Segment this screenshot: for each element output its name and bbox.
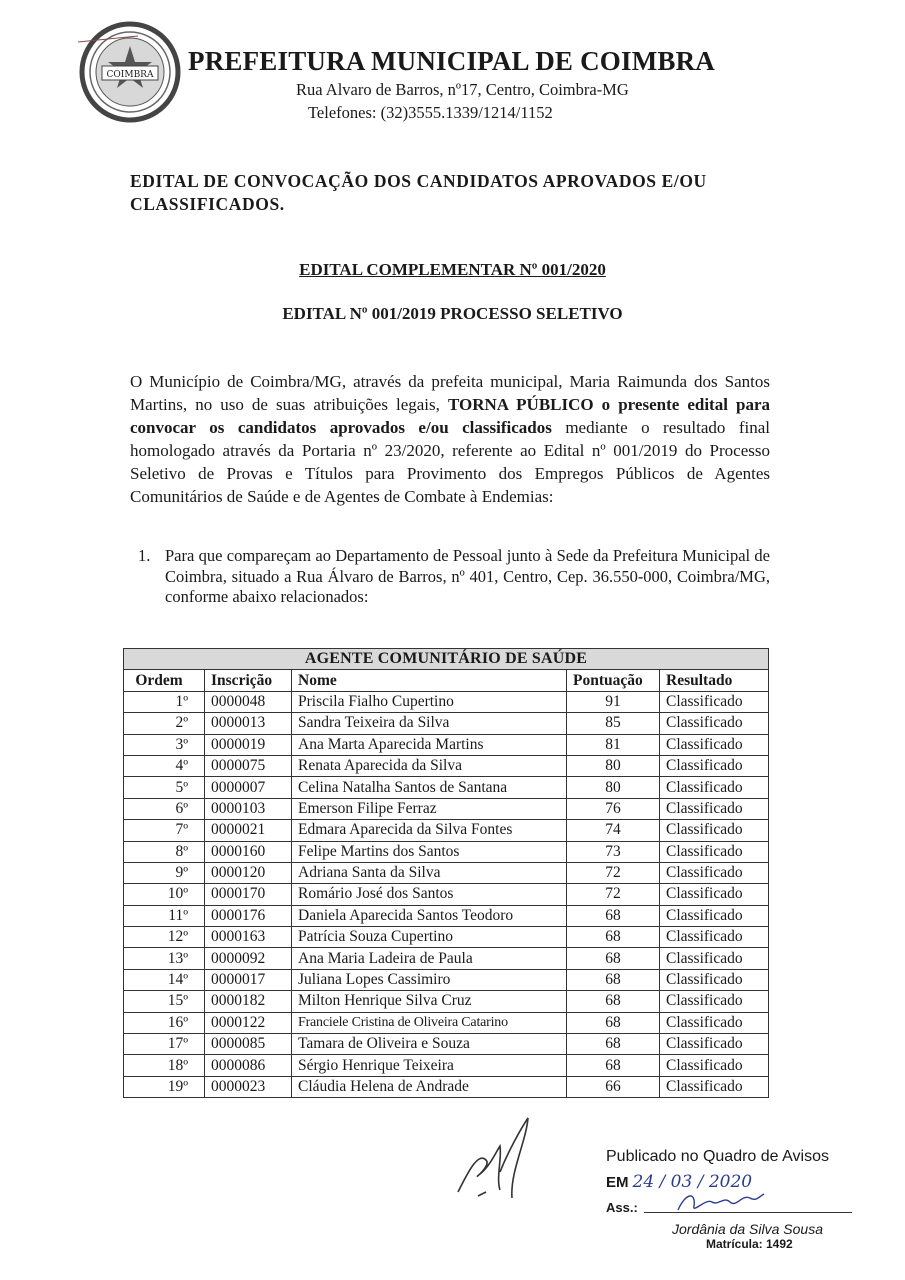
cell-name: Renata Aparecida da Silva: [292, 755, 567, 776]
notice-title: EDITAL DE CONVOCAÇÃO DOS CANDIDATOS APROVADOS E/OU CLASSIFICADOS.: [130, 171, 707, 214]
table-row: [124, 862, 769, 883]
cell-order: 5º: [124, 777, 205, 798]
cell-score: 68: [567, 991, 660, 1012]
cell-registration: 0000103: [205, 798, 292, 819]
cell-score: 68: [567, 927, 660, 948]
table-row: [124, 948, 769, 969]
cell-name: Franciele Cristina de Oliveira Catarino: [292, 1012, 567, 1033]
cell-registration: 0000122: [205, 1012, 292, 1033]
column-header-result: Resultado: [660, 670, 769, 691]
cell-order: 11º: [124, 905, 205, 926]
table-row: [124, 734, 769, 755]
organization-phones: Telefones: (32)3555.1339/1214/1152: [308, 103, 553, 122]
cell-result: Classificado: [660, 755, 769, 776]
cell-name: Priscila Fialho Cupertino: [292, 691, 567, 712]
cell-name: Milton Henrique Silva Cruz: [292, 991, 567, 1012]
cell-result: Classificado: [660, 713, 769, 734]
cell-registration: 0000086: [205, 1055, 292, 1076]
cell-registration: 0000176: [205, 905, 292, 926]
table-row: [124, 1055, 769, 1076]
cell-score: 72: [567, 862, 660, 883]
cell-registration: 0000085: [205, 1034, 292, 1055]
table-row: [124, 927, 769, 948]
handwritten-signature: [450, 1112, 540, 1207]
cell-registration: 0000160: [205, 841, 292, 862]
selection-process-title: EDITAL Nº 001/2019 PROCESSO SELETIVO: [282, 304, 623, 323]
cell-score: 76: [567, 798, 660, 819]
cell-result: Classificado: [660, 841, 769, 862]
stamp-signer-name: Jordânia da Silva Sousa: [672, 1221, 823, 1237]
cell-name: Sérgio Henrique Teixeira: [292, 1055, 567, 1076]
table-header-row: [124, 670, 769, 691]
table-row: [124, 777, 769, 798]
cell-score: 73: [567, 841, 660, 862]
intro-text-bold: TORNA PÚBLICO o presente edital para convocar os candidatos aprovados e/ou classificados: [130, 395, 770, 437]
cell-registration: 0000048: [205, 691, 292, 712]
cell-score: 85: [567, 713, 660, 734]
cell-name: Celina Natalha Santos de Santana: [292, 777, 567, 798]
column-header-name: Nome: [292, 670, 567, 691]
cell-name: Juliana Lopes Cassimiro: [292, 969, 567, 990]
cell-order: 10º: [124, 884, 205, 905]
cell-result: Classificado: [660, 1034, 769, 1055]
cell-name: Daniela Aparecida Santos Teodoro: [292, 905, 567, 926]
table-row: [124, 691, 769, 712]
cell-result: Classificado: [660, 991, 769, 1012]
intro-text-start: O Município de Coimbra/MG, através da prefeita municipal, Maria Raimunda dos Santos Martins, no uso de suas atribuições legais,: [130, 372, 770, 414]
municipal-seal-icon: [78, 20, 182, 124]
cell-result: Classificado: [660, 820, 769, 841]
stamp-registration: Matrícula: 1492: [706, 1237, 793, 1251]
cell-score: 68: [567, 948, 660, 969]
complementary-edict-title: [0, 260, 905, 280]
cell-result: Classificado: [660, 1012, 769, 1033]
table-row: [124, 798, 769, 819]
cell-result: Classificado: [660, 798, 769, 819]
cell-order: 16º: [124, 1012, 205, 1033]
cell-result: Classificado: [660, 884, 769, 905]
cell-order: 4º: [124, 755, 205, 776]
stamp-date-label: EM: [606, 1174, 629, 1191]
stamp-signature-scribble: [676, 1188, 766, 1218]
cell-order: 13º: [124, 948, 205, 969]
cell-registration: 0000092: [205, 948, 292, 969]
cell-name: Edmara Aparecida da Silva Fontes: [292, 820, 567, 841]
cell-order: 6º: [124, 798, 205, 819]
cell-score: 68: [567, 1055, 660, 1076]
column-header-score: Pontuação: [567, 670, 660, 691]
cell-name: Ana Marta Aparecida Martins: [292, 734, 567, 755]
complementary-edict-text: EDITAL COMPLEMENTAR Nº 001/2020: [299, 260, 606, 279]
cell-name: Sandra Teixeira da Silva: [292, 713, 567, 734]
cell-name: Cláudia Helena de Andrade: [292, 1076, 567, 1097]
cell-result: Classificado: [660, 691, 769, 712]
table-row: [124, 713, 769, 734]
cell-score: 66: [567, 1076, 660, 1097]
cell-result: Classificado: [660, 1076, 769, 1097]
stamp-date-value: 24 / 03 / 2020: [632, 1172, 753, 1192]
list-item-1: [130, 546, 770, 608]
table-row: [124, 884, 769, 905]
intro-paragraph: [130, 370, 770, 508]
table-row: [124, 991, 769, 1012]
table-row: [124, 1012, 769, 1033]
cell-score: 68: [567, 1012, 660, 1033]
cell-order: 12º: [124, 927, 205, 948]
cell-result: Classificado: [660, 969, 769, 990]
cell-order: 1º: [124, 691, 205, 712]
table-row: [124, 1076, 769, 1097]
table-row: [124, 755, 769, 776]
cell-result: Classificado: [660, 862, 769, 883]
cell-score: 68: [567, 905, 660, 926]
cell-result: Classificado: [660, 734, 769, 755]
cell-registration: 0000120: [205, 862, 292, 883]
cell-result: Classificado: [660, 777, 769, 798]
organization-name: PREFEITURA MUNICIPAL DE COIMBRA: [188, 46, 715, 76]
cell-order: 18º: [124, 1055, 205, 1076]
cell-order: 15º: [124, 991, 205, 1012]
cell-score: 80: [567, 777, 660, 798]
stamp-title: Publicado no Quadro de Avisos: [606, 1148, 829, 1165]
cell-score: 68: [567, 1034, 660, 1055]
cell-result: Classificado: [660, 927, 769, 948]
cell-order: 17º: [124, 1034, 205, 1055]
cell-registration: 0000023: [205, 1076, 292, 1097]
stamp-signature-label: Ass.:: [606, 1200, 638, 1215]
cell-order: 7º: [124, 820, 205, 841]
cell-registration: 0000019: [205, 734, 292, 755]
table-row: [124, 820, 769, 841]
cell-name: Emerson Filipe Ferraz: [292, 798, 567, 819]
cell-result: Classificado: [660, 905, 769, 926]
column-header-order: Ordem: [124, 670, 205, 691]
table-row: [124, 1034, 769, 1055]
table-row: [124, 969, 769, 990]
cell-order: 8º: [124, 841, 205, 862]
cell-score: 91: [567, 691, 660, 712]
cell-order: 19º: [124, 1076, 205, 1097]
cell-name: Romário José dos Santos: [292, 884, 567, 905]
cell-registration: 0000075: [205, 755, 292, 776]
cell-score: 74: [567, 820, 660, 841]
cell-order: 2º: [124, 713, 205, 734]
seal-banner-text: COIMBRA: [106, 70, 154, 80]
cell-name: Tamara de Oliveira e Souza: [292, 1034, 567, 1055]
candidates-table: [123, 648, 769, 1098]
cell-registration: 0000007: [205, 777, 292, 798]
cell-registration: 0000182: [205, 991, 292, 1012]
table-caption: AGENTE COMUNITÁRIO DE SAÚDE: [124, 649, 769, 670]
cell-order: 3º: [124, 734, 205, 755]
organization-address: Rua Alvaro de Barros, nº17, Centro, Coimbra-MG: [296, 80, 629, 99]
cell-order: 14º: [124, 969, 205, 990]
cell-result: Classificado: [660, 948, 769, 969]
cell-registration: 0000163: [205, 927, 292, 948]
table-row: [124, 841, 769, 862]
cell-name: Patrícia Souza Cupertino: [292, 927, 567, 948]
list-item-text: Para que compareçam ao Departamento de Pessoal junto à Sede da Prefeitura Municipal de Coimbra, situado a Rua Álvaro de Barros, nº 401, Centro, Cep. 36.550-000, Coimbra/MG, conforme abaixo relacionados:: [165, 546, 770, 606]
list-item-number: 1.: [138, 546, 151, 565]
cell-score: 81: [567, 734, 660, 755]
cell-registration: 0000013: [205, 713, 292, 734]
cell-order: 9º: [124, 862, 205, 883]
table-row: [124, 905, 769, 926]
table-caption-row: [124, 649, 769, 670]
cell-name: Ana Maria Ladeira de Paula: [292, 948, 567, 969]
cell-score: 68: [567, 969, 660, 990]
cell-result: Classificado: [660, 1055, 769, 1076]
intro-text-end: mediante o resultado final homologado através da Portaria nº 23/2020, referente ao Edital nº 001/2019 do Processo Seletivo de Provas e Títulos para Provimento dos Empregos Públicos de Agentes Comunitários de Saúde e de Agentes de Combate à Endemias:: [130, 418, 770, 506]
column-header-registration: Inscrição: [205, 670, 292, 691]
cell-registration: 0000021: [205, 820, 292, 841]
cell-registration: 0000017: [205, 969, 292, 990]
table-body: [124, 691, 769, 1097]
cell-name: Felipe Martins dos Santos: [292, 841, 567, 862]
cell-registration: 0000170: [205, 884, 292, 905]
cell-name: Adriana Santa da Silva: [292, 862, 567, 883]
cell-score: 80: [567, 755, 660, 776]
cell-score: 72: [567, 884, 660, 905]
